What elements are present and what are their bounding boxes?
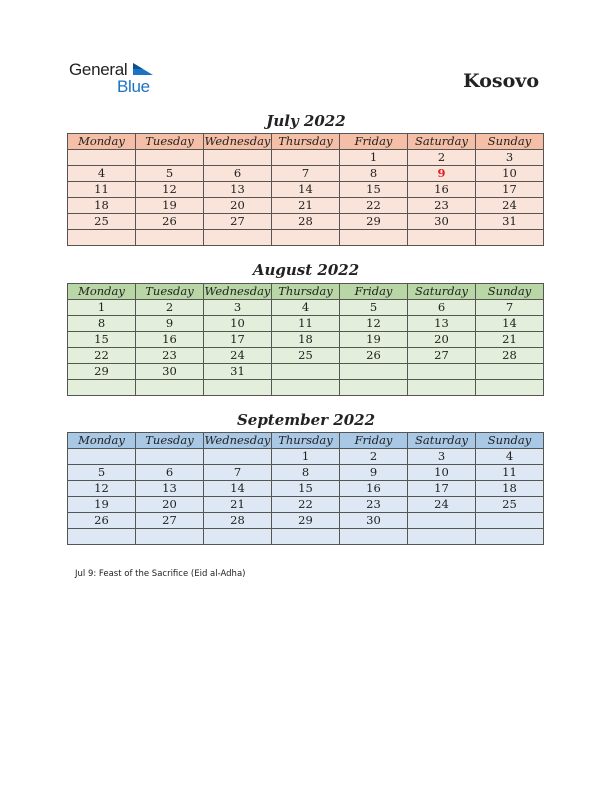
week-row [68, 465, 544, 481]
day-cell: 14 [204, 481, 272, 497]
day-cell: 24 [408, 497, 476, 513]
day-cell: 10 [408, 465, 476, 481]
weekday-header-saturday: Saturday [408, 284, 476, 300]
day-cell: 19 [340, 332, 408, 348]
weekday-header-sunday: Sunday [476, 284, 544, 300]
weekday-header-monday: Monday [68, 134, 136, 150]
week-row [68, 214, 544, 230]
weekday-header-row [68, 433, 544, 449]
empty-cell [204, 380, 272, 396]
month-title-july: July 2022 [266, 112, 346, 130]
day-cell: 15 [272, 481, 340, 497]
weekday-header-row [68, 134, 544, 150]
weekday-header-tuesday: Tuesday [136, 134, 204, 150]
day-cell: 30 [136, 364, 204, 380]
calendar-september [67, 432, 544, 545]
day-cell: 19 [68, 497, 136, 513]
empty-cell [476, 230, 544, 246]
empty-cell [204, 230, 272, 246]
empty-cell [408, 230, 476, 246]
day-cell: 17 [204, 332, 272, 348]
day-cell: 8 [340, 166, 408, 182]
day-cell: 8 [272, 465, 340, 481]
day-cell: 17 [476, 182, 544, 198]
day-cell: 13 [204, 182, 272, 198]
empty-cell [68, 529, 136, 545]
day-cell: 22 [340, 198, 408, 214]
weekday-header-friday: Friday [340, 284, 408, 300]
weekday-header-wednesday: Wednesday [204, 134, 271, 148]
day-cell: 7 [204, 465, 272, 481]
empty-cell [68, 380, 136, 396]
day-cell: 10 [476, 166, 544, 182]
empty-cell [340, 364, 408, 380]
day-cell: 27 [204, 214, 272, 230]
empty-cell [476, 529, 544, 545]
weekday-header-friday: Friday [340, 433, 408, 449]
empty-cell [340, 380, 408, 396]
day-cell: 31 [204, 364, 272, 380]
empty-cell [136, 529, 204, 545]
calendar-july [67, 133, 544, 246]
week-row [68, 300, 544, 316]
week-row [68, 449, 544, 465]
day-cell: 5 [340, 300, 408, 316]
day-cell: 2 [408, 150, 476, 166]
day-cell: 11 [68, 182, 136, 198]
day-cell: 16 [408, 182, 476, 198]
weekday-header-wednesday: Wednesday [204, 433, 271, 447]
empty-cell [408, 364, 476, 380]
day-cell: 24 [476, 198, 544, 214]
day-cell: 4 [476, 449, 544, 465]
day-cell: 27 [136, 513, 204, 529]
holiday-note: Jul 9: Feast of the Sacrifice (Eid al-Adha) [75, 569, 246, 579]
empty-cell [136, 230, 204, 246]
day-cell: 24 [204, 348, 272, 364]
week-row [68, 332, 544, 348]
day-cell: 9 [136, 316, 204, 332]
day-cell: 25 [68, 214, 136, 230]
day-cell: 16 [136, 332, 204, 348]
weekday-header-tuesday: Tuesday [136, 284, 204, 300]
day-cell: 11 [476, 465, 544, 481]
day-cell: 22 [68, 348, 136, 364]
empty-cell [68, 150, 136, 166]
weekday-header-monday: Monday [68, 433, 136, 449]
day-cell: 21 [204, 497, 272, 513]
weekday-header-sunday: Sunday [476, 134, 544, 150]
week-row [68, 166, 544, 182]
day-cell: 1 [340, 150, 408, 166]
day-cell: 3 [204, 300, 272, 316]
week-row [68, 364, 544, 380]
empty-cell [272, 364, 340, 380]
weekday-header-friday: Friday [340, 134, 408, 150]
day-cell: 13 [136, 481, 204, 497]
day-cell: 6 [136, 465, 204, 481]
empty-cell [272, 529, 340, 545]
day-cell: 23 [408, 198, 476, 214]
day-cell: 20 [136, 497, 204, 513]
country-title: Kosovo [463, 70, 539, 92]
month-title-august: August 2022 [252, 261, 360, 279]
day-cell: 1 [68, 300, 136, 316]
day-cell: 13 [408, 316, 476, 332]
day-cell: 12 [340, 316, 408, 332]
day-cell: 27 [408, 348, 476, 364]
week-row [68, 529, 544, 545]
empty-cell [136, 380, 204, 396]
weekday-header-sunday: Sunday [476, 433, 544, 449]
week-row [68, 316, 544, 332]
month-title-september: September 2022 [236, 411, 376, 429]
day-cell: 15 [340, 182, 408, 198]
weekday-header-saturday: Saturday [408, 433, 476, 449]
weekday-header-monday: Monday [68, 284, 136, 300]
logo-text-general: General [69, 60, 128, 79]
empty-cell [136, 150, 204, 166]
day-cell: 28 [204, 513, 272, 529]
day-cell: 26 [136, 214, 204, 230]
empty-cell [408, 529, 476, 545]
day-cell: 21 [476, 332, 544, 348]
day-cell: 9 [340, 465, 408, 481]
day-cell: 7 [272, 166, 340, 182]
day-cell: 18 [68, 198, 136, 214]
day-cell: 20 [408, 332, 476, 348]
day-cell: 29 [340, 214, 408, 230]
empty-cell [340, 230, 408, 246]
day-cell: 26 [340, 348, 408, 364]
week-row [68, 198, 544, 214]
empty-cell [476, 380, 544, 396]
day-cell: 29 [272, 513, 340, 529]
day-cell: 31 [476, 214, 544, 230]
day-cell: 12 [68, 481, 136, 497]
generalblue-logo [69, 60, 169, 100]
empty-cell [204, 150, 272, 166]
empty-cell [476, 364, 544, 380]
day-cell: 18 [272, 332, 340, 348]
day-cell: 6 [204, 166, 272, 182]
week-row [68, 150, 544, 166]
weekday-header-thursday: Thursday [272, 284, 340, 300]
week-row [68, 348, 544, 364]
logo-text-blue: Blue [117, 77, 150, 96]
week-row [68, 380, 544, 396]
day-cell: 7 [476, 300, 544, 316]
empty-cell [272, 230, 340, 246]
day-cell: 14 [272, 182, 340, 198]
day-cell: 3 [476, 150, 544, 166]
day-cell: 28 [476, 348, 544, 364]
empty-cell [340, 529, 408, 545]
day-cell: 22 [272, 497, 340, 513]
day-cell: 9 [408, 166, 476, 182]
week-row [68, 182, 544, 198]
day-cell: 3 [408, 449, 476, 465]
empty-cell [68, 230, 136, 246]
day-cell: 25 [476, 497, 544, 513]
day-cell: 26 [68, 513, 136, 529]
weekday-header-thursday: Thursday [272, 134, 340, 150]
weekday-header-wednesday: Wednesday [204, 284, 271, 298]
day-cell: 5 [68, 465, 136, 481]
day-cell: 21 [272, 198, 340, 214]
day-cell: 23 [136, 348, 204, 364]
empty-cell [204, 529, 272, 545]
day-cell: 20 [204, 198, 272, 214]
week-row [68, 513, 544, 529]
calendar-august [67, 283, 544, 396]
day-cell: 4 [68, 166, 136, 182]
empty-cell [476, 513, 544, 529]
empty-cell [272, 150, 340, 166]
day-cell: 18 [476, 481, 544, 497]
day-cell: 30 [340, 513, 408, 529]
day-cell: 17 [408, 481, 476, 497]
day-cell: 19 [136, 198, 204, 214]
logo-flag-icon [133, 62, 153, 76]
empty-cell [408, 380, 476, 396]
day-cell: 2 [136, 300, 204, 316]
day-cell: 25 [272, 348, 340, 364]
day-cell: 30 [408, 214, 476, 230]
day-cell: 15 [68, 332, 136, 348]
weekday-header-row [68, 284, 544, 300]
day-cell: 10 [204, 316, 272, 332]
weekday-header-saturday: Saturday [408, 134, 476, 150]
day-cell: 4 [272, 300, 340, 316]
week-row [68, 481, 544, 497]
day-cell: 16 [340, 481, 408, 497]
week-row [68, 230, 544, 246]
day-cell: 6 [408, 300, 476, 316]
day-cell: 5 [136, 166, 204, 182]
empty-cell [68, 449, 136, 465]
weekday-header-tuesday: Tuesday [136, 433, 204, 449]
empty-cell [408, 513, 476, 529]
empty-cell [272, 380, 340, 396]
day-cell: 14 [476, 316, 544, 332]
day-cell: 8 [68, 316, 136, 332]
day-cell: 1 [272, 449, 340, 465]
day-cell: 23 [340, 497, 408, 513]
weekday-header-thursday: Thursday [272, 433, 340, 449]
empty-cell [204, 449, 272, 465]
day-cell: 11 [272, 316, 340, 332]
day-cell: 28 [272, 214, 340, 230]
week-row [68, 497, 544, 513]
day-cell: 29 [68, 364, 136, 380]
day-cell: 2 [340, 449, 408, 465]
empty-cell [136, 449, 204, 465]
day-cell: 12 [136, 182, 204, 198]
